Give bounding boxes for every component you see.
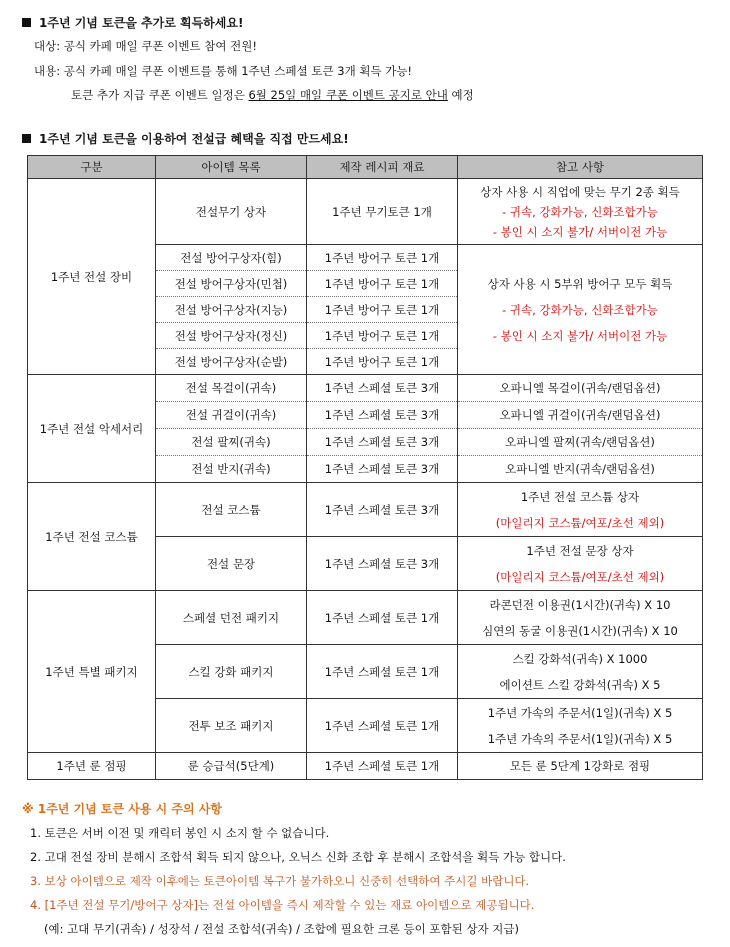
costume-note xyxy=(458,483,703,537)
table-row xyxy=(28,375,703,402)
table-row xyxy=(28,753,703,780)
package-item: 스페셜 던전 패키지 xyxy=(156,591,307,645)
section1-title xyxy=(22,14,243,31)
reward-table xyxy=(27,155,703,780)
package-note-line1: 라콘던전 이용권(1시간)(귀속) X 10 xyxy=(489,597,671,612)
table-row xyxy=(28,179,703,245)
square-bullet-icon xyxy=(22,18,31,27)
note-item-2: 2. 고대 전설 장비 분해시 조합석 획득 되지 않으나, 오닉스 신화 조합 후 분해시 조합석을 획득 가능 합니다. xyxy=(30,850,566,864)
costume-item: 전설 문장 xyxy=(156,537,307,591)
target-line xyxy=(34,38,257,54)
square-bullet-icon xyxy=(22,134,31,143)
package-recipe: 1주년 스페셜 토큰 1개 xyxy=(307,699,458,753)
group-rune: 1주년 룬 점핑 xyxy=(28,753,156,780)
section1-title-text: 1주년 기념 토큰을 추가로 획득하세요! xyxy=(39,16,244,30)
armor-item: 전설 방어구상자(정신) xyxy=(156,323,307,349)
accessory-note: 오파니엘 귀걸이(귀속/랜덤옵션) xyxy=(458,402,703,429)
content-line xyxy=(34,63,412,79)
table-header-row xyxy=(28,156,703,179)
content-text: 공식 카페 매일 쿠폰 이벤트를 통해 1주년 스페셜 토큰 3개 획득 가능! xyxy=(63,64,413,78)
header-category: 구분 xyxy=(28,156,156,179)
armor-recipe: 1주년 방어구 토큰 1개 xyxy=(307,349,458,375)
note-item-3: 3. 보상 아이템으로 제작 이후에는 토큰아이템 복구가 불가하오니 신중히 선택하여 주시길 바랍니다. xyxy=(30,874,530,888)
group-accessory: 1주년 전설 악세서리 xyxy=(28,375,156,483)
accessory-note: 오파니엘 반지(귀속/랜덤옵션) xyxy=(458,456,703,483)
costume-note-line2: (마일리지 코스튬/여포/초선 제외) xyxy=(495,515,665,530)
package-note-line2: 에이션트 스킬 강화석(귀속) X 5 xyxy=(499,677,661,692)
package-note xyxy=(458,591,703,645)
rune-item: 룬 승급석(5단계) xyxy=(156,753,307,780)
weapon-note-line3: - 봉인 시 소지 불가/ 서버이전 가능 xyxy=(492,224,668,239)
note-item-5: (예: 고대 무기(귀속) / 성장석 / 전설 조합석(귀속) / 조합에 필요한 크론 등이 포함된 상자 지급) xyxy=(44,922,519,936)
weapon-note-line2: - 귀속, 강화가능, 신화조합가능 xyxy=(502,204,658,219)
accessory-recipe: 1주년 스페셜 토큰 3개 xyxy=(307,429,458,456)
target-label: 대상: xyxy=(34,39,61,53)
armor-note xyxy=(458,245,703,375)
armor-note-line1: 상자 사용 시 5부위 방어구 모두 획득 xyxy=(487,276,673,291)
accessory-item: 전설 팔찌(귀속) xyxy=(156,429,307,456)
accessory-item: 전설 귀걸이(귀속) xyxy=(156,402,307,429)
armor-note-line2: - 귀속, 강화가능, 신화조합가능 xyxy=(502,302,658,317)
armor-item: 전설 방어구상자(순발) xyxy=(156,349,307,375)
costume-recipe: 1주년 스페셜 토큰 3개 xyxy=(307,483,458,537)
note-item-1: 1. 토큰은 서버 이전 및 캐릭터 봉인 시 소지 할 수 없습니다. xyxy=(30,826,330,840)
armor-recipe: 1주년 방어구 토큰 1개 xyxy=(307,271,458,297)
group-costume: 1주년 전설 코스튬 xyxy=(28,483,156,591)
armor-recipe: 1주년 방어구 토큰 1개 xyxy=(307,297,458,323)
armor-recipe: 1주년 방어구 토큰 1개 xyxy=(307,323,458,349)
accessory-recipe: 1주년 스페셜 토큰 3개 xyxy=(307,402,458,429)
package-note-line1: 스킬 강화석(귀속) X 1000 xyxy=(512,651,648,666)
weapon-note xyxy=(458,179,703,245)
armor-recipe: 1주년 방어구 토큰 1개 xyxy=(307,245,458,271)
accessory-item: 전설 목걸이(귀속) xyxy=(156,375,307,402)
weapon-item: 전설무기 상자 xyxy=(156,179,307,245)
package-item: 전투 보조 패키지 xyxy=(156,699,307,753)
schedule-line xyxy=(71,87,474,103)
target-text: 공식 카페 매일 쿠폰 이벤트 참여 전원! xyxy=(63,39,257,53)
schedule-suffix: 예정 xyxy=(447,88,474,102)
schedule-underlined: 6월 25일 매일 쿠폰 이벤트 공지로 안내 xyxy=(248,88,448,102)
schedule-prefix: 토큰 추가 지급 쿠폰 이벤트 일정은 xyxy=(71,88,249,102)
table-row xyxy=(28,483,703,537)
table-row xyxy=(28,591,703,645)
weapon-recipe: 1주년 무기토큰 1개 xyxy=(307,179,458,245)
rune-recipe: 1주년 스페셜 토큰 1개 xyxy=(307,753,458,780)
accessory-note: 오파니엘 목걸이(귀속/랜덤옵션) xyxy=(458,375,703,402)
armor-note-line3: - 봉인 시 소지 불가/ 서버이전 가능 xyxy=(492,328,668,343)
accessory-note: 오파니엘 팔찌(귀속/랜덤옵션) xyxy=(458,429,703,456)
rune-note: 모든 룬 5단계 1강화로 점핑 xyxy=(458,753,703,780)
notes-title: ※ 1주년 기념 토큰 사용 시 주의 사항 xyxy=(22,802,222,816)
header-recipe: 제작 레시피 재료 xyxy=(307,156,458,179)
costume-note-line2: (마일리지 코스튬/여포/초선 제외) xyxy=(495,569,665,584)
armor-item: 전설 방어구상자(민첩) xyxy=(156,271,307,297)
package-recipe: 1주년 스페셜 토큰 1개 xyxy=(307,645,458,699)
group-package: 1주년 특별 패키지 xyxy=(28,591,156,753)
header-item-list: 아이템 목록 xyxy=(156,156,307,179)
costume-recipe: 1주년 스페셜 토큰 3개 xyxy=(307,537,458,591)
accessory-recipe: 1주년 스페셜 토큰 3개 xyxy=(307,375,458,402)
package-note-line2: 심연의 동굴 이용권(1시간)(귀속) X 10 xyxy=(482,623,678,638)
section2-title-text: 1주년 기념 토큰을 이용하여 전설급 혜택을 직접 만드세요! xyxy=(39,132,349,146)
header-notes: 참고 사항 xyxy=(458,156,703,179)
costume-note-line1: 1주년 전설 코스튬 상자 xyxy=(520,489,640,504)
accessory-recipe: 1주년 스페셜 토큰 3개 xyxy=(307,456,458,483)
weapon-note-line1: 상자 사용 시 직업에 맞는 무기 2종 획득 xyxy=(480,184,680,199)
note-item-4: 4. [1주년 전설 무기/방어구 상자]는 전설 아이템을 즉시 제작할 수 있는 재료 아이템으로 제공됩니다. xyxy=(30,898,535,912)
group-equip: 1주년 전설 장비 xyxy=(28,179,156,375)
armor-item: 전설 방어구상자(힘) xyxy=(156,245,307,271)
accessory-item: 전설 반지(귀속) xyxy=(156,456,307,483)
package-note xyxy=(458,645,703,699)
section2-title xyxy=(22,130,349,147)
content-label: 내용: xyxy=(34,64,61,78)
costume-note xyxy=(458,537,703,591)
package-note-line1: 1주년 가속의 주문서(1일)(귀속) X 5 xyxy=(487,705,673,720)
package-item: 스킬 강화 패키지 xyxy=(156,645,307,699)
armor-item: 전설 방어구상자(지능) xyxy=(156,297,307,323)
costume-note-line1: 1주년 전설 문장 상자 xyxy=(526,543,634,558)
package-recipe: 1주년 스페셜 토큰 1개 xyxy=(307,591,458,645)
package-note-line2: 1주년 가속의 주문서(1일)(귀속) X 5 xyxy=(487,731,673,746)
package-note xyxy=(458,699,703,753)
costume-item: 전설 코스튬 xyxy=(156,483,307,537)
